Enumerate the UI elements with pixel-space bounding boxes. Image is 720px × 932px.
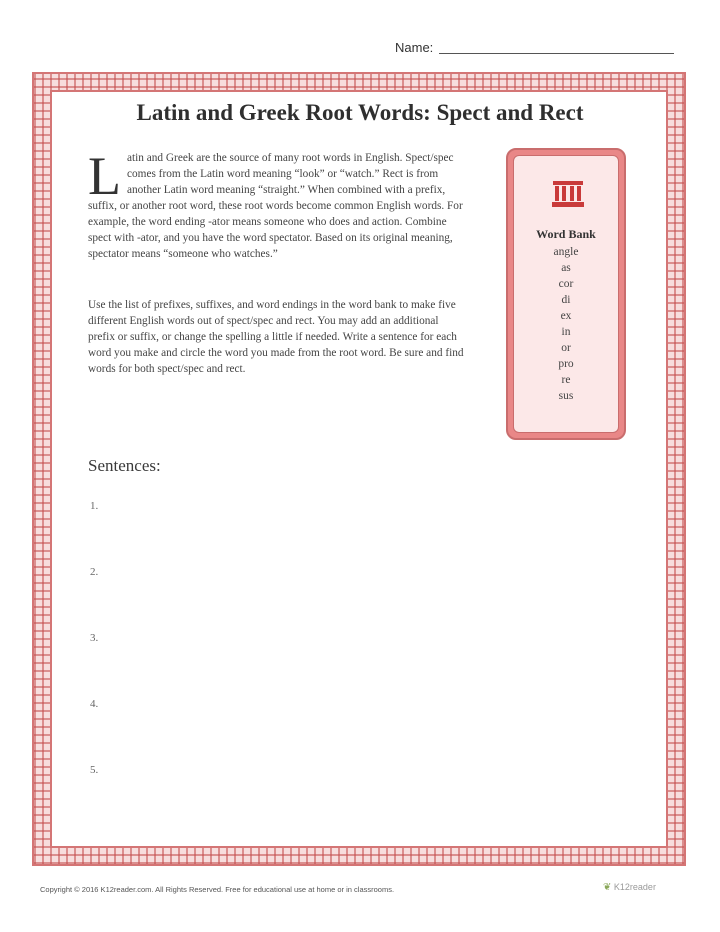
word-bank-item: di <box>561 294 571 306</box>
name-field <box>395 40 674 55</box>
sentence-number-5: 5. <box>90 764 99 776</box>
word-bank-item: sus <box>558 390 574 402</box>
sentences-heading: Sentences: <box>88 456 161 475</box>
word-bank-inner <box>513 155 619 433</box>
copyright-footer: Copyright © 2016 K12reader.com. All Rights Reserved. Free for educational use at home or in classrooms. <box>40 885 395 894</box>
logo-text: K12reader <box>613 882 656 892</box>
drop-cap: L <box>88 146 121 206</box>
sentence-number-3: 3. <box>90 632 99 644</box>
name-label: Name: <box>395 40 434 55</box>
word-bank-title: Word Bank <box>536 227 596 241</box>
sentence-number-2: 2. <box>90 566 99 578</box>
word-bank-item: angle <box>553 246 579 258</box>
name-blank-line[interactable] <box>439 53 674 54</box>
worksheet-title: Latin and Greek Root Words: Spect and Rect <box>136 100 584 125</box>
word-bank <box>506 148 626 440</box>
word-bank-item: ex <box>560 310 572 322</box>
word-bank-item: cor <box>558 278 574 290</box>
k12reader-logo <box>603 882 656 893</box>
word-bank-item: or <box>561 342 571 354</box>
word-bank-list <box>514 244 618 404</box>
instructions-paragraph: Use the list of prefixes, suffixes, and word endings in the word bank to make five different English words out of spect/spec and rect. You may add an additional prefix or suffix, or change the spelling a little if needed. Write a sentence for each word you make and circle the word you made from the root word. Be sure and find words for both spect/spec and rect. <box>88 299 464 375</box>
word-bank-item: as <box>561 262 571 274</box>
word-bank-item: re <box>561 374 571 386</box>
sentence-number-1: 1. <box>90 500 99 512</box>
sentence-number-4: 4. <box>90 698 99 710</box>
word-bank-item: pro <box>558 358 574 370</box>
intro-paragraph <box>88 146 468 262</box>
word-bank-item: in <box>561 326 571 338</box>
temple-icon <box>551 180 585 208</box>
intro-text: atin and Greek are the source of many root words in English. Spect/spec comes from the Latin word meaning “look” or “watch.” Rect is from another Latin word meaning “straight.” When combined with a prefix, suffix, or another root word, these root words become common English words. For example, the word ending -ator means someone who does and action. Combine spect with -ator, and you have the word spectator. Based on its original meaning, spectator means “someone who watches.” <box>88 152 463 260</box>
leaf-icon: ❦ <box>603 882 612 893</box>
